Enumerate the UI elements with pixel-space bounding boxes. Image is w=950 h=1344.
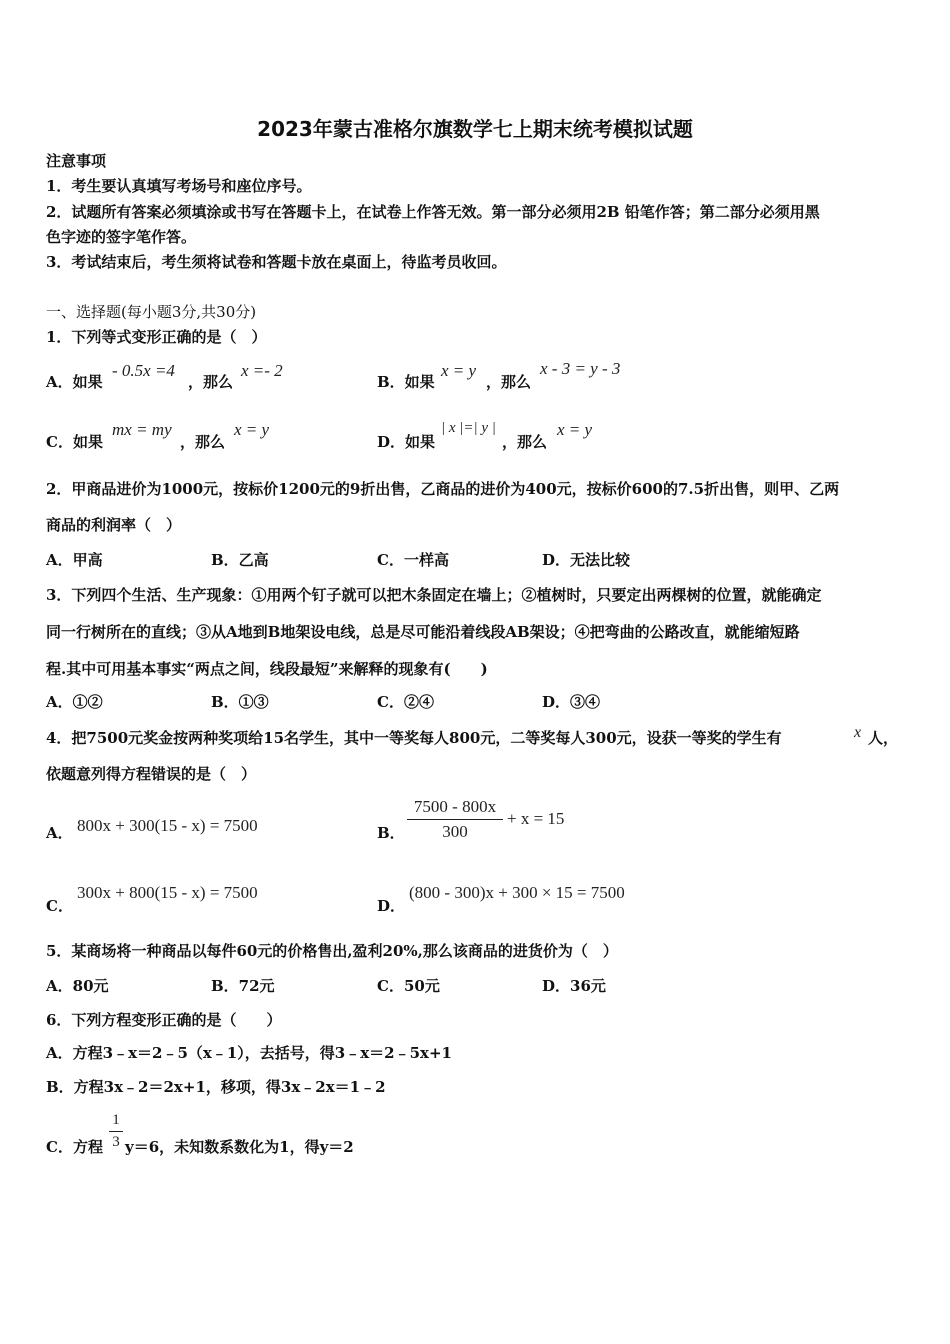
q5-option-b: B．72元 xyxy=(211,977,275,995)
notice-item-1: 1．考生要认真填写考场号和座位序号。 xyxy=(46,177,312,195)
q4-c-label: C． xyxy=(46,897,73,915)
q3-line1: 3．下列四个生活、生产现象：①用两个钉子就可以把木条固定在墙上；②植树时，只要定出两棵树的位置，就能确定 xyxy=(46,586,822,604)
q3-option-d: D．③④ xyxy=(542,693,601,711)
q4-b-fraction xyxy=(407,797,503,842)
q3-option-a: A．①② xyxy=(46,693,103,711)
q1-c-label: C．如果 xyxy=(46,433,103,451)
q1-c-then: ，那么 xyxy=(180,433,226,451)
q4-b-numerator: 7500 - 800x xyxy=(413,797,497,816)
q2-line2: 商品的利润率（ ） xyxy=(46,516,182,534)
q2-line1: 2．甲商品进价为1000元，按标价1200元的9折出售，乙商品的进价为400元，按标价600的7.5折出售，则甲、乙两 xyxy=(46,480,840,498)
notice-heading: 注意事项 xyxy=(46,152,107,170)
page-title: 2023年蒙古准格尔旗数学七上期末统考模拟试题 xyxy=(257,117,693,141)
q5-option-d: D．36元 xyxy=(542,977,606,995)
q4-b-rest: + x = 15 xyxy=(507,809,565,828)
q6-option-a: A．方程3﹣x＝2﹣5（x﹣1），去括号，得3﹣x＝2﹣5x+1 xyxy=(46,1044,452,1062)
q6-c-numerator: 1 xyxy=(112,1112,120,1128)
q4-b-label: B． xyxy=(377,824,405,842)
q6-c-denominator: 3 xyxy=(112,1134,120,1150)
q1-a-label: A．如果 xyxy=(46,373,103,391)
q2-option-a: A．甲高 xyxy=(46,551,103,569)
q1-d-label: D．如果 xyxy=(377,433,436,451)
section-heading: 一、选择题(每小题3分,共30分) xyxy=(46,303,257,321)
q6-option-c-label: C．方程 xyxy=(46,1138,103,1156)
q6-option-c-rest: y＝6，未知数系数化为1，得y＝2 xyxy=(125,1138,354,1156)
q6-stem: 6．下列方程变形正确的是（ ） xyxy=(46,1011,282,1029)
q6-c-fraction xyxy=(109,1112,123,1151)
q1-d-expr2: x = y xyxy=(557,420,593,439)
q4-line1a: 4．把7500元奖金按两种奖项给15名学生，其中一等奖每人800元，二等奖每人300元，设获一等奖的学生有 xyxy=(46,729,782,747)
q1-c-expr1: mx = my xyxy=(112,420,172,439)
q1-d-expr1: | x |=| y | xyxy=(441,420,496,436)
q1-b-expr2: x - 3 = y - 3 xyxy=(540,359,621,378)
notice-item-2: 2．试题所有答案必须填涂或书写在答题卡上，在试卷上作答无效。第一部分必须用2B 铅笔作答；第二部分必须用黑 xyxy=(46,203,820,221)
fraction-bar xyxy=(109,1131,123,1132)
q6-option-b: B．方程3x﹣2＝2x+1，移项，得3x﹣2x＝1﹣2 xyxy=(46,1078,386,1096)
q4-line2: 依题意列得方程错误的是（ ） xyxy=(46,765,257,783)
q2-option-d: D．无法比较 xyxy=(542,551,631,569)
q5-stem: 5．某商场将一种商品以每件60元的价格售出,盈利20%,那么该商品的进货价为（ ） xyxy=(46,942,618,960)
q1-a-expr2: x =- 2 xyxy=(241,361,283,380)
q1-b-then: ，那么 xyxy=(486,373,532,391)
q1-stem: 1．下列等式变形正确的是（ ） xyxy=(46,328,267,346)
q2-option-c: C．一样高 xyxy=(377,551,449,569)
q5-option-c: C．50元 xyxy=(377,977,440,995)
q4-a-label: A． xyxy=(46,824,73,842)
q4-b-denominator: 300 xyxy=(442,822,468,841)
notice-item-2-cont: 色字迹的签字笔作答。 xyxy=(46,228,197,246)
q1-c-expr2: x = y xyxy=(234,420,270,439)
q1-b-expr1: x = y xyxy=(441,361,477,380)
q4-a-expr: 800x + 300(15 - x) = 7500 xyxy=(77,816,258,835)
q4-d-expr: (800 - 300)x + 300 × 15 = 7500 xyxy=(409,883,625,902)
q4-c-expr: 300x + 800(15 - x) = 7500 xyxy=(77,883,258,902)
fraction-bar xyxy=(407,819,503,820)
q4-line1b: 人， xyxy=(868,729,899,747)
q1-a-then: ，那么 xyxy=(188,373,234,391)
q3-option-b: B．①③ xyxy=(211,693,269,711)
q1-b-label: B．如果 xyxy=(377,373,435,391)
q5-option-a: A．80元 xyxy=(46,977,109,995)
q3-line3: 程.其中可用基本事实“两点之间，线段最短”来解释的现象有( ) xyxy=(46,660,488,678)
q2-option-b: B．乙高 xyxy=(211,551,269,569)
q3-line2: 同一行树所在的直线；③从A地到B地架设电线，总是尽可能沿着线段AB架设；④把弯曲的公路改直，就能缩短路 xyxy=(46,623,800,641)
q4-d-label: D． xyxy=(377,897,406,915)
q1-a-expr1: - 0.5x =4 xyxy=(112,361,175,380)
q3-option-c: C．②④ xyxy=(377,693,434,711)
q1-d-then: ，那么 xyxy=(502,433,548,451)
notice-item-3: 3．考试结束后，考生须将试卷和答题卡放在桌面上，待监考员收回。 xyxy=(46,253,507,271)
q4-variable: x xyxy=(854,724,862,741)
